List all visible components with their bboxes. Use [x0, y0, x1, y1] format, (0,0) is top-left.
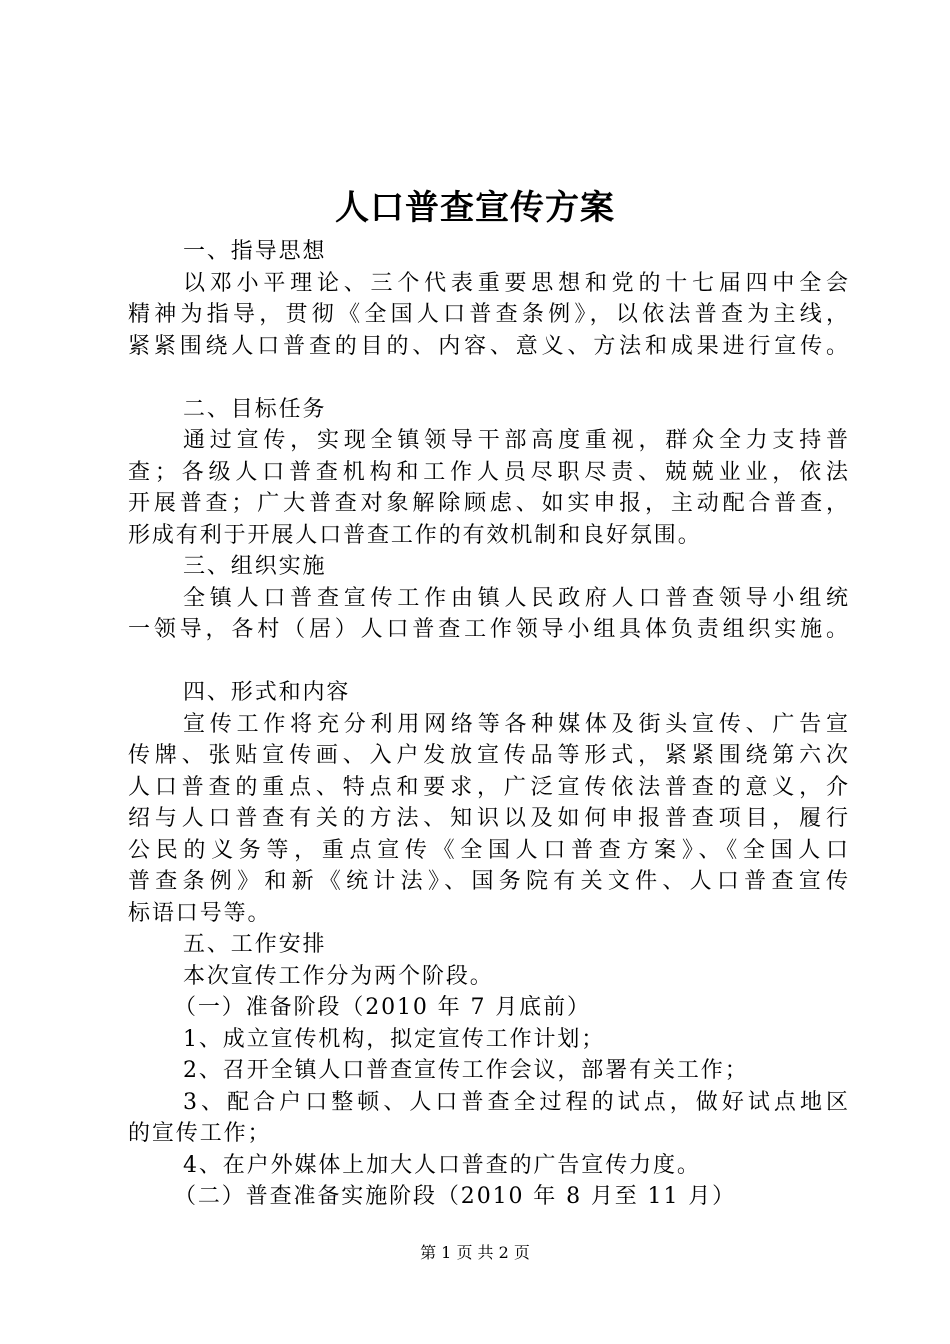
document-body: [128, 236, 848, 1213]
paragraph-line: 通过宣传，实现全镇领导干部高度重视，群众全力支持普: [183, 428, 848, 453]
paragraph-line: 宣传工作将充分利用网络等各种媒体及街头宣传、广告宣: [183, 711, 848, 737]
paragraph-line: 人口普查的重点、特点和要求，广泛宣传依法普查的意义，介: [128, 774, 848, 800]
paragraph-line: 绍与人口普查有关的方法、知识以及如何申报普查项目，履行: [128, 806, 848, 831]
paragraph-line: 以邓小平理论、三个代表重要思想和党的十七届四中全会: [183, 270, 848, 296]
paragraph-line: 紧紧围绕人口普查的目的、内容、意义、方法和成果进行宣传。: [128, 333, 848, 359]
list-item: 2、召开全镇人口普查宣传工作会议，部署有关工作；: [183, 1058, 749, 1083]
paragraph-line: 开展普查；广大普查对象解除顾虑、如实申报，主动配合普查，: [128, 491, 848, 516]
section-heading-guiding-ideology: 一、指导思想: [183, 239, 327, 264]
section-heading-goals: 二、目标任务: [183, 396, 327, 422]
paragraph-line: 全镇人口普查宣传工作由镇人民政府人口普查领导小组统: [183, 585, 848, 611]
stage-heading-implementation: （二）普查准备实施阶段（2010 年 8 月至 11 月）: [174, 1184, 737, 1209]
paragraph-line: 标语口号等。: [128, 900, 272, 926]
paragraph-line: 本次宣传工作分为两个阶段。: [183, 963, 494, 989]
paragraph-line: 形成有利于开展人口普查工作的有效机制和良好氛围。: [128, 522, 702, 548]
paragraph-line: 普查条例》和新《统计法》、国务院有关文件、人口普查宣传: [128, 869, 848, 894]
paragraph-line: 查；各级人口普查机构和工作人员尽职尽责、兢兢业业，依法: [128, 459, 848, 485]
paragraph-line: 公民的义务等，重点宣传《全国人口普查方案》、《全国人口: [128, 837, 848, 863]
page-footer: 第 1 页 共 2 页: [420, 1243, 530, 1262]
list-item-continuation: 的宣传工作；: [128, 1121, 272, 1146]
paragraph-line: 传牌、张贴宣传画、入户发放宣传品等形式，紧紧围绕第六次: [128, 743, 848, 768]
stage-heading-preparation: （一）准备阶段（2010 年 7 月底前）: [174, 995, 591, 1020]
section-heading-forms-content: 四、形式和内容: [183, 680, 351, 705]
blank-line: [128, 362, 848, 394]
list-item: 4、在户外媒体上加大人口普查的广告宣传力度。: [183, 1152, 701, 1178]
paragraph-line: 精神为指导，贯彻《全国人口普查条例》，以依法普查为主线，: [128, 302, 848, 327]
blank-line: [128, 646, 848, 678]
document-title: 人口普查宣传方案: [335, 188, 615, 228]
section-heading-work-arrangement: 五、工作安排: [183, 932, 327, 957]
section-heading-organization: 三、组织实施: [183, 554, 327, 579]
list-item: 1、成立宣传机构，拟定宣传工作计划；: [183, 1026, 606, 1052]
list-item: 3、配合户口整顿、人口普查全过程的试点，做好试点地区: [183, 1089, 848, 1115]
paragraph-line: 一领导，各村（居）人口普查工作领导小组具体负责组织实施。: [128, 617, 848, 642]
